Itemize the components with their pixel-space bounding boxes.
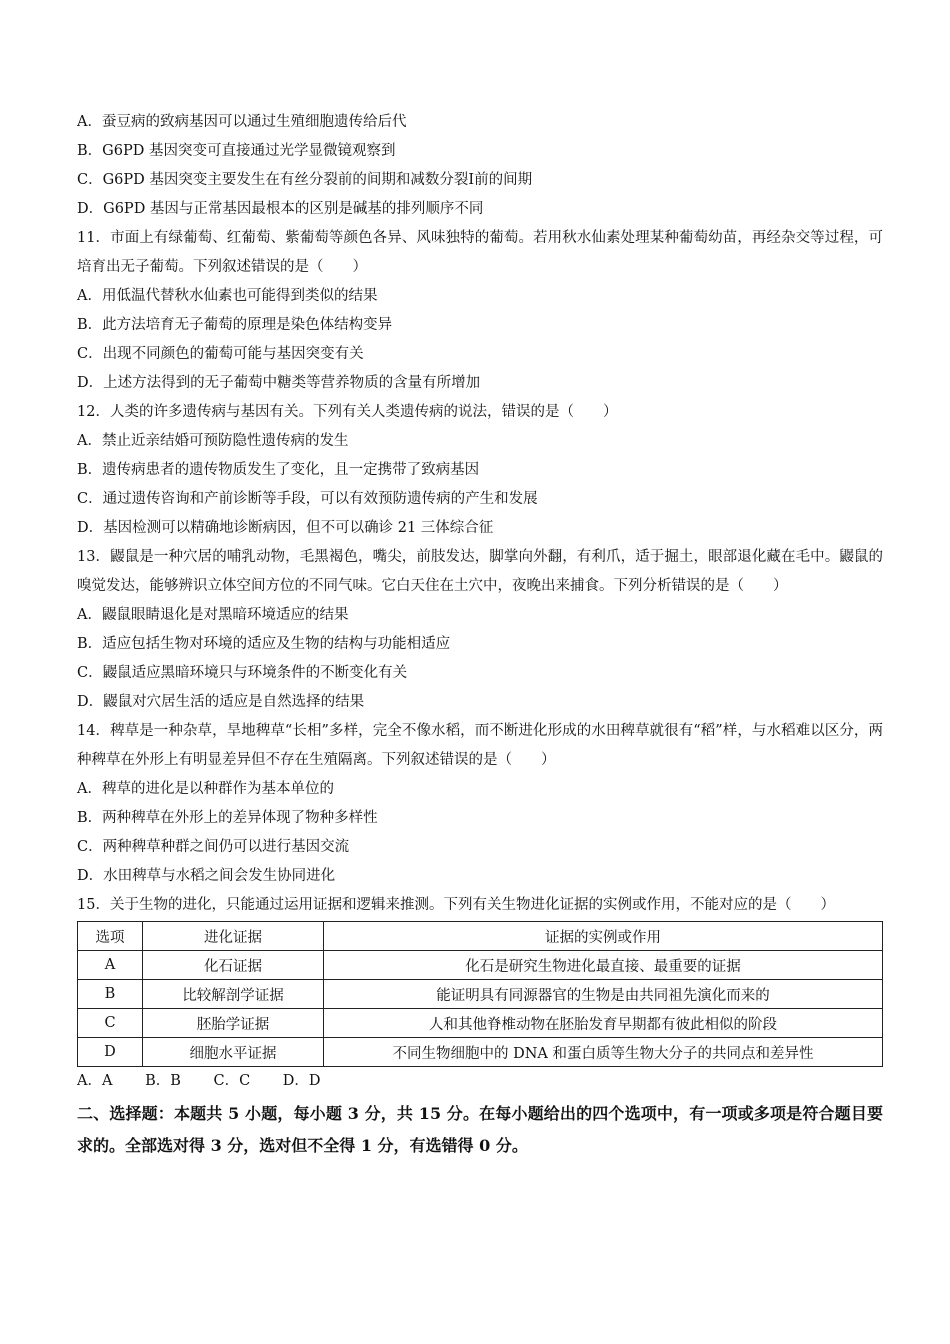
q11-stem: 11．市面上有绿葡萄、红葡萄、紫葡萄等颜色各异、风味独特的葡萄。若用秋水仙素处理某种葡萄幼苗，再经杂交等过程，可培育出无子葡萄。下列叙述错误的是（ ） [77,230,883,275]
q11-option-b: B．此方法培育无子葡萄的原理是染色体结构变异 [77,317,393,333]
q15-option-b: B．B [145,1073,181,1089]
q14-stem: 14．稗草是一种杂草，旱地稗草“长相”多样，完全不像水稻，而不断进化形成的水田稗草就很有“稻”样，与水稻难以区分，两种稗草在外形上有明显差异但不存在生殖隔离。下列叙述错误的是（ ） [77,723,883,768]
section-2-heading: 二、选择题：本题共 5 小题，每小题 3 分，共 15 分。在每小题给出的四个选项中，有一项或多项是符合题目要求的。全部选对得 3 分，选对但不全得 1 分，有选错得 0 分。 [77,1104,883,1155]
q15-option-a: A．A [77,1073,113,1089]
table-cell: 细胞水平证据 [143,1038,324,1067]
table-header-row [78,922,883,951]
q15-options [77,1067,883,1096]
table-cell: B [78,980,143,1009]
q15-option-d: D．D [282,1073,321,1089]
table-cell: 胚胎学证据 [143,1009,324,1038]
q10-option-d: D．G6PD 基因与正常基因最根本的区别是碱基的排列顺序不同 [77,201,484,217]
table-cell: C [78,1009,143,1038]
q11-option-a: A．用低温代替秋水仙素也可能得到类似的结果 [77,288,378,304]
table-row [78,951,883,980]
table-cell: 不同生物细胞中的 DNA 和蛋白质等生物大分子的共同点和差异性 [324,1038,883,1067]
q13-option-d: D．鼹鼠对穴居生活的适应是自然选择的结果 [77,694,365,710]
q12-option-a: A．禁止近亲结婚可预防隐性遗传病的发生 [77,433,349,449]
table-cell: 比较解剖学证据 [143,980,324,1009]
table-row [78,1009,883,1038]
q11-option-c: C．出现不同颜色的葡萄可能与基因突变有关 [77,346,364,362]
q12-option-b: B．遗传病患者的遗传物质发生了变化，且一定携带了致病基因 [77,462,480,478]
q15-option-c: C．C [213,1073,251,1089]
q10-option-b: B．G6PD 基因突变可直接通过光学显微镜观察到 [77,143,396,159]
q13-option-b: B．适应包括生物对环境的适应及生物的结构与功能相适应 [77,636,451,652]
q11-option-d: D．上述方法得到的无子葡萄中糖类等营养物质的含量有所增加 [77,375,481,391]
q14-option-a: A．稗草的进化是以种群作为基本单位的 [77,781,334,797]
exam-page [77,108,883,1162]
table-header-cell: 选项 [78,922,143,951]
q13-option-c: C．鼹鼠适应黑暗环境只与环境条件的不断变化有关 [77,665,408,681]
evidence-table [77,921,883,1067]
q13-option-a: A．鼹鼠眼睛退化是对黑暗环境适应的结果 [77,607,349,623]
q12-option-d: D．基因检测可以精确地诊断病因，但不可以确诊 21 三体综合征 [77,520,494,536]
q12-option-c: C．通过遗传咨询和产前诊断等手段，可以有效预防遗传病的产生和发展 [77,491,538,507]
q14-option-b: B．两种稗草在外形上的差异体现了物种多样性 [77,810,378,826]
q13-stem: 13．鼹鼠是一种穴居的哺乳动物，毛黑褐色，嘴尖，前肢发达，脚掌向外翻，有利爪，适于掘土，眼部退化藏在毛中。鼹鼠的嗅觉发达，能够辨识立体空间方位的不同气味。它白天住在土穴中，夜晚出来捕食。下列分析错误的是（ ） [77,549,883,594]
q10-option-a: A．蚕豆病的致病基因可以通过生殖细胞遗传给后代 [77,114,407,130]
table-cell: A [78,951,143,980]
table-row [78,980,883,1009]
q15-stem: 15．关于生物的进化，只能通过运用证据和逻辑来推测。下列有关生物进化证据的实例或作用，不能对应的是（ ） [77,897,835,913]
table-cell: 化石证据 [143,951,324,980]
q10-option-c: C．G6PD 基因突变主要发生在有丝分裂前的间期和减数分裂Ⅰ前的间期 [77,172,533,188]
q14-option-d: D．水田稗草与水稻之间会发生协同进化 [77,868,336,884]
table-cell: D [78,1038,143,1067]
table-header-cell: 进化证据 [143,922,324,951]
table-cell: 能证明具有同源器官的生物是由共同祖先演化而来的 [324,980,883,1009]
q14-option-c: C．两种稗草种群之间仍可以进行基因交流 [77,839,350,855]
table-row [78,1038,883,1067]
table-cell: 人和其他脊椎动物在胚胎发育早期都有彼此相似的阶段 [324,1009,883,1038]
table-cell: 化石是研究生物进化最直接、最重要的证据 [324,951,883,980]
q12-stem: 12．人类的许多遗传病与基因有关。下列有关人类遗传病的说法，错误的是（ ） [77,404,618,420]
table-header-cell: 证据的实例或作用 [324,922,883,951]
